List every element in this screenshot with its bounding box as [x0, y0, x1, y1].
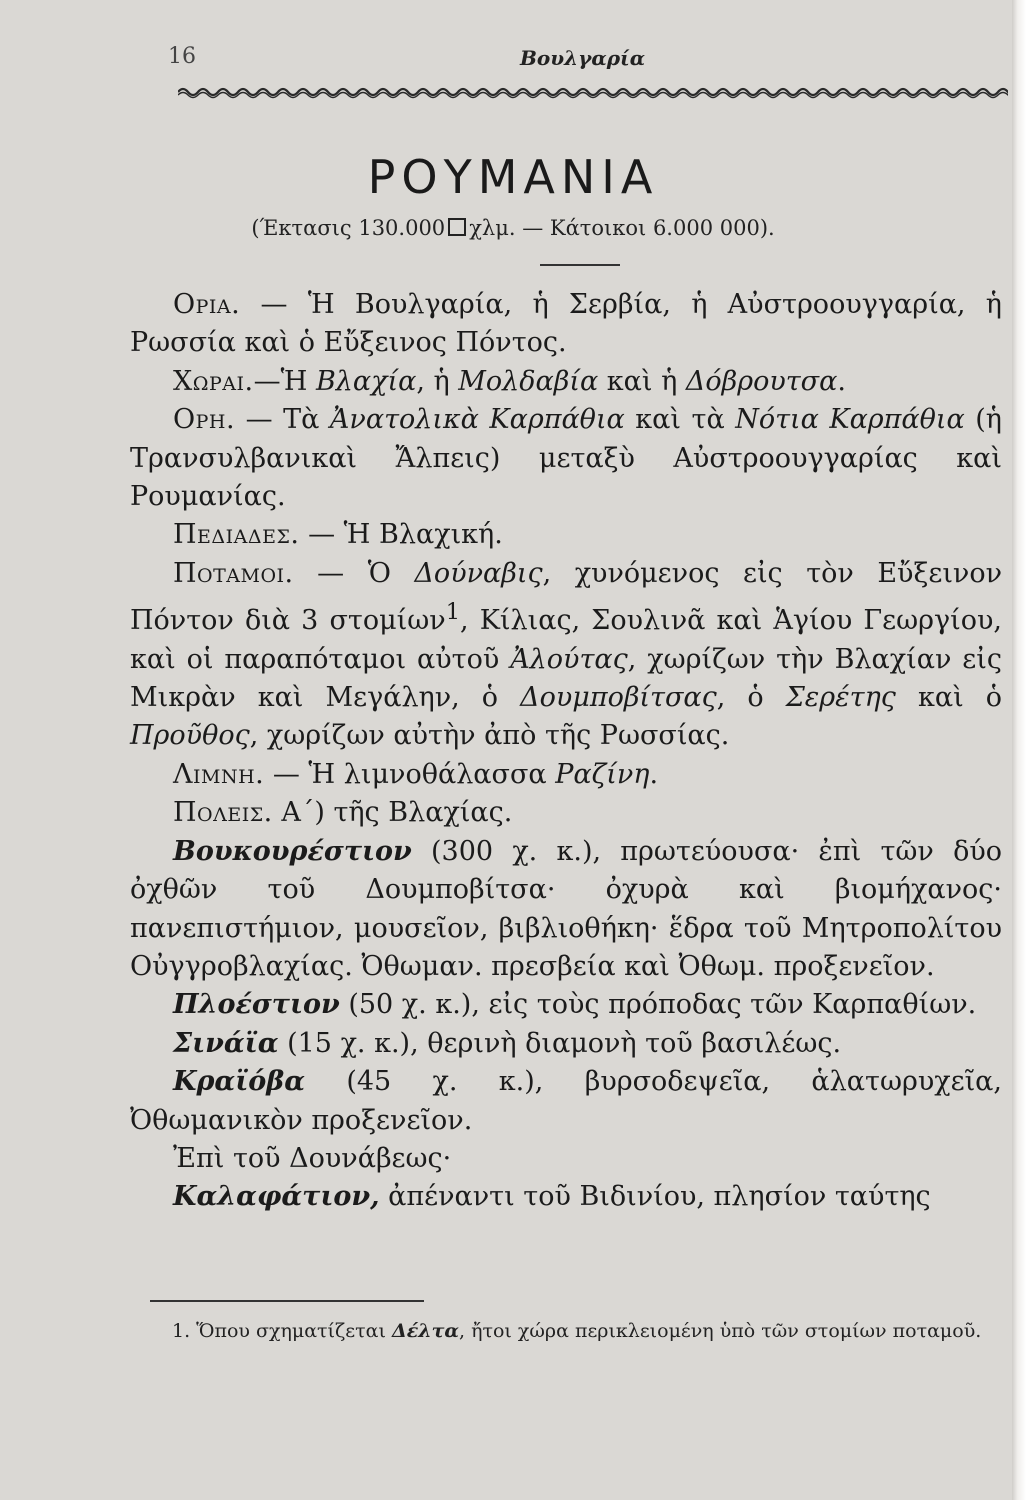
paragraph-chorai — [130, 363, 1002, 401]
subtitle-area: (Έκτασις 130.000 — [251, 216, 446, 240]
mountain-name: Ἀνατολικὰ Καρπάθια — [329, 404, 625, 436]
section-label: Ορη. — [173, 404, 236, 436]
body-text — [130, 286, 1002, 1217]
running-head: Βουλγαρία — [520, 46, 646, 70]
paragraph-text: , ἡ — [416, 365, 459, 397]
paragraph-danube — [130, 1140, 1002, 1178]
paragraph-pediades — [130, 516, 1002, 554]
paragraph-potamoi — [130, 555, 1002, 756]
footnote — [134, 1317, 1004, 1345]
paragraph-text: (ἡ Τρανσυλβανικαὶ Ἄλπεις) μεταξὺ Αὐστροουγγαρίας καὶ Ρουμανίας. — [130, 404, 1002, 513]
paragraph-city-ploesti — [130, 986, 1002, 1024]
page-title: ΡΟΥΜΑΝΙΑ — [367, 150, 659, 204]
paragraph-city-bucharest — [130, 833, 1002, 987]
footnote-divider — [150, 1300, 424, 1302]
paragraph-text: — Ἡ λιμνοθάλασσα — [264, 758, 556, 790]
paragraph-text: (45 χ. κ.), βυρσοδεψεῖα, ἁλατωρυχεῖα, Ὀθωμανικὸν προξενεῖον. — [130, 1066, 1002, 1136]
region-name: Βλαχία — [315, 365, 417, 397]
paragraph-oria — [130, 286, 1002, 363]
paragraph-text: — Ὁ — [293, 557, 415, 589]
river-name: Προῦθος — [130, 720, 250, 752]
paragraph-text: , χωρίζων τὴν Βλαχίαν εἰς Μικρὰν καὶ Μεγάλην, ὁ — [130, 643, 1002, 714]
paragraph-city-craiova — [130, 1063, 1002, 1140]
paragraph-text: , χυνόμενος εἰς τὸν Εὔξεινον Πόντον διὰ 3 στομίων — [130, 557, 1002, 637]
region-name: Μολδαβία — [458, 365, 599, 397]
paragraph-limni — [130, 756, 1002, 794]
city-name: Κραϊόβα — [173, 1066, 305, 1098]
paragraph-text: ἀπέναντι τοῦ Βιδινίου, πλησίον ταύτης — [379, 1181, 931, 1213]
paragraph-text: . — [837, 365, 846, 397]
paragraph-text: , Κίλιας, Σουλινᾶ καὶ Ἁγίου Γεωργίου, καὶ οἱ παραπόταμοι αὐτοῦ — [130, 605, 1002, 675]
river-name: Δούναβις — [414, 557, 543, 589]
city-name: Πλοέστιον — [173, 989, 340, 1021]
paragraph-text: (50 χ. κ.), εἰς τοὺς πρόποδας τῶν Καρπαθίων. — [339, 989, 977, 1021]
paragraph-text: , χωρίζων αὐτὴν ἀπὸ τῆς Ρωσσίας. — [249, 720, 730, 752]
region-name: Δόβρουτσα — [685, 365, 838, 397]
subtitle — [0, 216, 1026, 240]
lake-name: Ραζίνη — [555, 758, 650, 790]
page-header — [168, 44, 988, 84]
paragraph-text: καὶ ὁ — [895, 682, 1002, 714]
footnote-term: Δέλτα — [391, 1320, 460, 1342]
paragraph-text: καὶ τὰ — [624, 404, 736, 436]
paragraph-text: — Ἡ Βλαχική. — [299, 519, 503, 551]
paragraph-text: —Ἡ — [253, 365, 316, 397]
paragraph-poleis — [130, 794, 1002, 832]
decorative-wavy-rule — [178, 82, 1008, 102]
page-number: 16 — [168, 44, 196, 69]
mountain-name: Νότια Καρπάθια — [735, 404, 965, 436]
section-label: Πολεις. — [173, 797, 273, 829]
divider — [540, 264, 620, 266]
paragraph-text: . — [649, 758, 659, 790]
subtitle-population: χλμ. — Κάτοικοι 6.000 000). — [469, 216, 775, 240]
footnote-part: , ἤτοι χώρα περικλειομένη ὑπὸ τῶν στομίων ποταμοῦ. — [459, 1320, 982, 1342]
footnote-text — [134, 1317, 1004, 1345]
footnote-marker: 1 — [445, 599, 461, 626]
square-symbol-icon — [448, 218, 466, 236]
paragraph-text: Α΄) τῆς Βλαχίας. — [272, 797, 513, 829]
section-label: Λιμνη. — [173, 758, 265, 790]
paragraph-text: — Ἡ Βουλγαρία, ἡ Σερβία, ἡ Αὐστροουγγαρία, ἡ Ρωσσία καὶ ὁ Εὔξεινος Πόντος. — [130, 289, 1002, 359]
river-name: Ἀλούτας — [510, 643, 628, 675]
city-name: Βουκουρέστιον — [173, 835, 412, 867]
city-name: Σινάϊα — [173, 1027, 279, 1059]
paragraph-text: (300 χ. κ.), πρωτεύουσα· ἐπὶ τῶν δύο ὀχθῶν τοῦ Δουμποβίτσα· ὀχυρὰ καὶ βιομήχανος· πανεπιστήμιον, μουσεῖον, βιβλιοθήκη· ἕδρα τοῦ Μητροπολίτου Οὐγγροβλαχίας. Ὀθωμαν. πρεσβεία καὶ Ὀθωμ. προξενεῖον. — [130, 835, 1002, 982]
river-name: Σερέτης — [785, 682, 896, 714]
section-label: Ορια. — [173, 289, 241, 320]
paragraph-city-calafat — [130, 1178, 1002, 1216]
paragraph-text: καὶ ἡ — [598, 365, 686, 397]
paragraph-text: — Τὰ — [235, 404, 330, 436]
city-name: Καλαφάτιον, — [173, 1181, 380, 1213]
paragraph-ori — [130, 401, 1002, 516]
river-name: Δουμποβίτσας — [520, 682, 717, 714]
section-label: Χωραι. — [173, 365, 254, 397]
paragraph-text: (15 χ. κ.), θερινὴ διαμονὴ τοῦ βασιλέως. — [278, 1027, 842, 1059]
footnote-part: 1. Ὅπου σχηματίζεται — [172, 1320, 392, 1342]
paragraph-city-sinaia — [130, 1025, 1002, 1063]
paragraph-text: , ὁ — [716, 682, 786, 714]
section-label: Πεδιαδες. — [173, 519, 300, 551]
paragraph-text: Ἐπὶ τοῦ Δουνάβεως· — [173, 1142, 452, 1174]
section-label: Ποταμοι. — [173, 557, 294, 589]
